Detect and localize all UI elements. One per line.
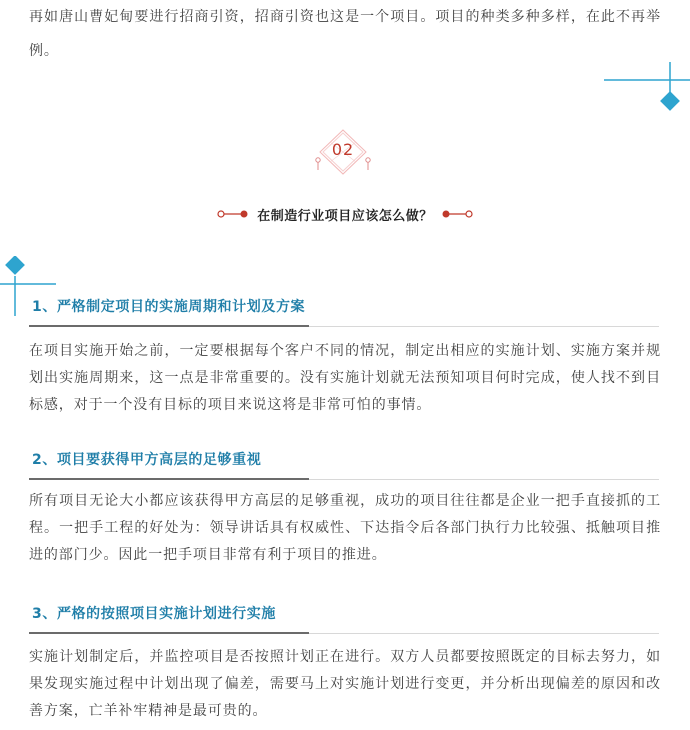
section-body: 实施计划制定后，并监控项目是否按照计划正在进行。双方人员都要按照既定的目标去努力，如果发现实施过程中计划出现了偏差，需要马上对实施计划进行变更，并分析出现偏差的原因和改善方案，亡羊补牢精神是最可贵的。 xyxy=(29,649,661,719)
section-heading xyxy=(29,441,659,480)
heading-underline xyxy=(29,478,309,480)
heading-underline xyxy=(29,632,309,634)
section-body: 所有项目无论大小都应该获得甲方高层的足够重视，成功的项目往往都是企业一把手直接抓的工程。一把手工程的好处为：领导讲话具有权威性、下达指令后各部门执行力比较强、抵触项目推进的部门少。因此一把手项目非常有利于项目的推进。 xyxy=(29,493,661,563)
section-heading xyxy=(29,595,659,634)
section-title: 2、项目要获得甲方高层的足够重视 xyxy=(32,452,262,468)
subtitle: 在制造行业项目应该怎么做？ xyxy=(257,208,433,224)
subtitle-row xyxy=(0,202,690,226)
section-body: 在项目实施开始之前，一定要根据每个客户不同的情况，制定出相应的实施计划、实施方案并规划出实施周期来，这一点是非常重要的。没有实施计划就无法预知项目何时完成，使人找不到目标感，对于一个没有目标的项目来说这将是非常可怕的事情。 xyxy=(29,343,661,413)
heading-underline xyxy=(29,325,309,327)
section-number-badge: 02 xyxy=(331,140,355,159)
red-dot-connector-icon xyxy=(441,209,473,219)
section-title: 3、严格的按照项目实施计划进行实施 xyxy=(32,606,276,622)
intro-paragraph: 再如唐山曹妃甸要进行招商引资，招商引资也这是一个项目。项目的种类多种多样，在此不再举例。 xyxy=(29,9,661,59)
diamond-decoration-icon xyxy=(604,62,690,112)
section-heading xyxy=(29,288,659,327)
red-dot-connector-icon xyxy=(217,209,249,219)
section-title: 1、严格制定项目的实施周期和计划及方案 xyxy=(32,299,306,315)
